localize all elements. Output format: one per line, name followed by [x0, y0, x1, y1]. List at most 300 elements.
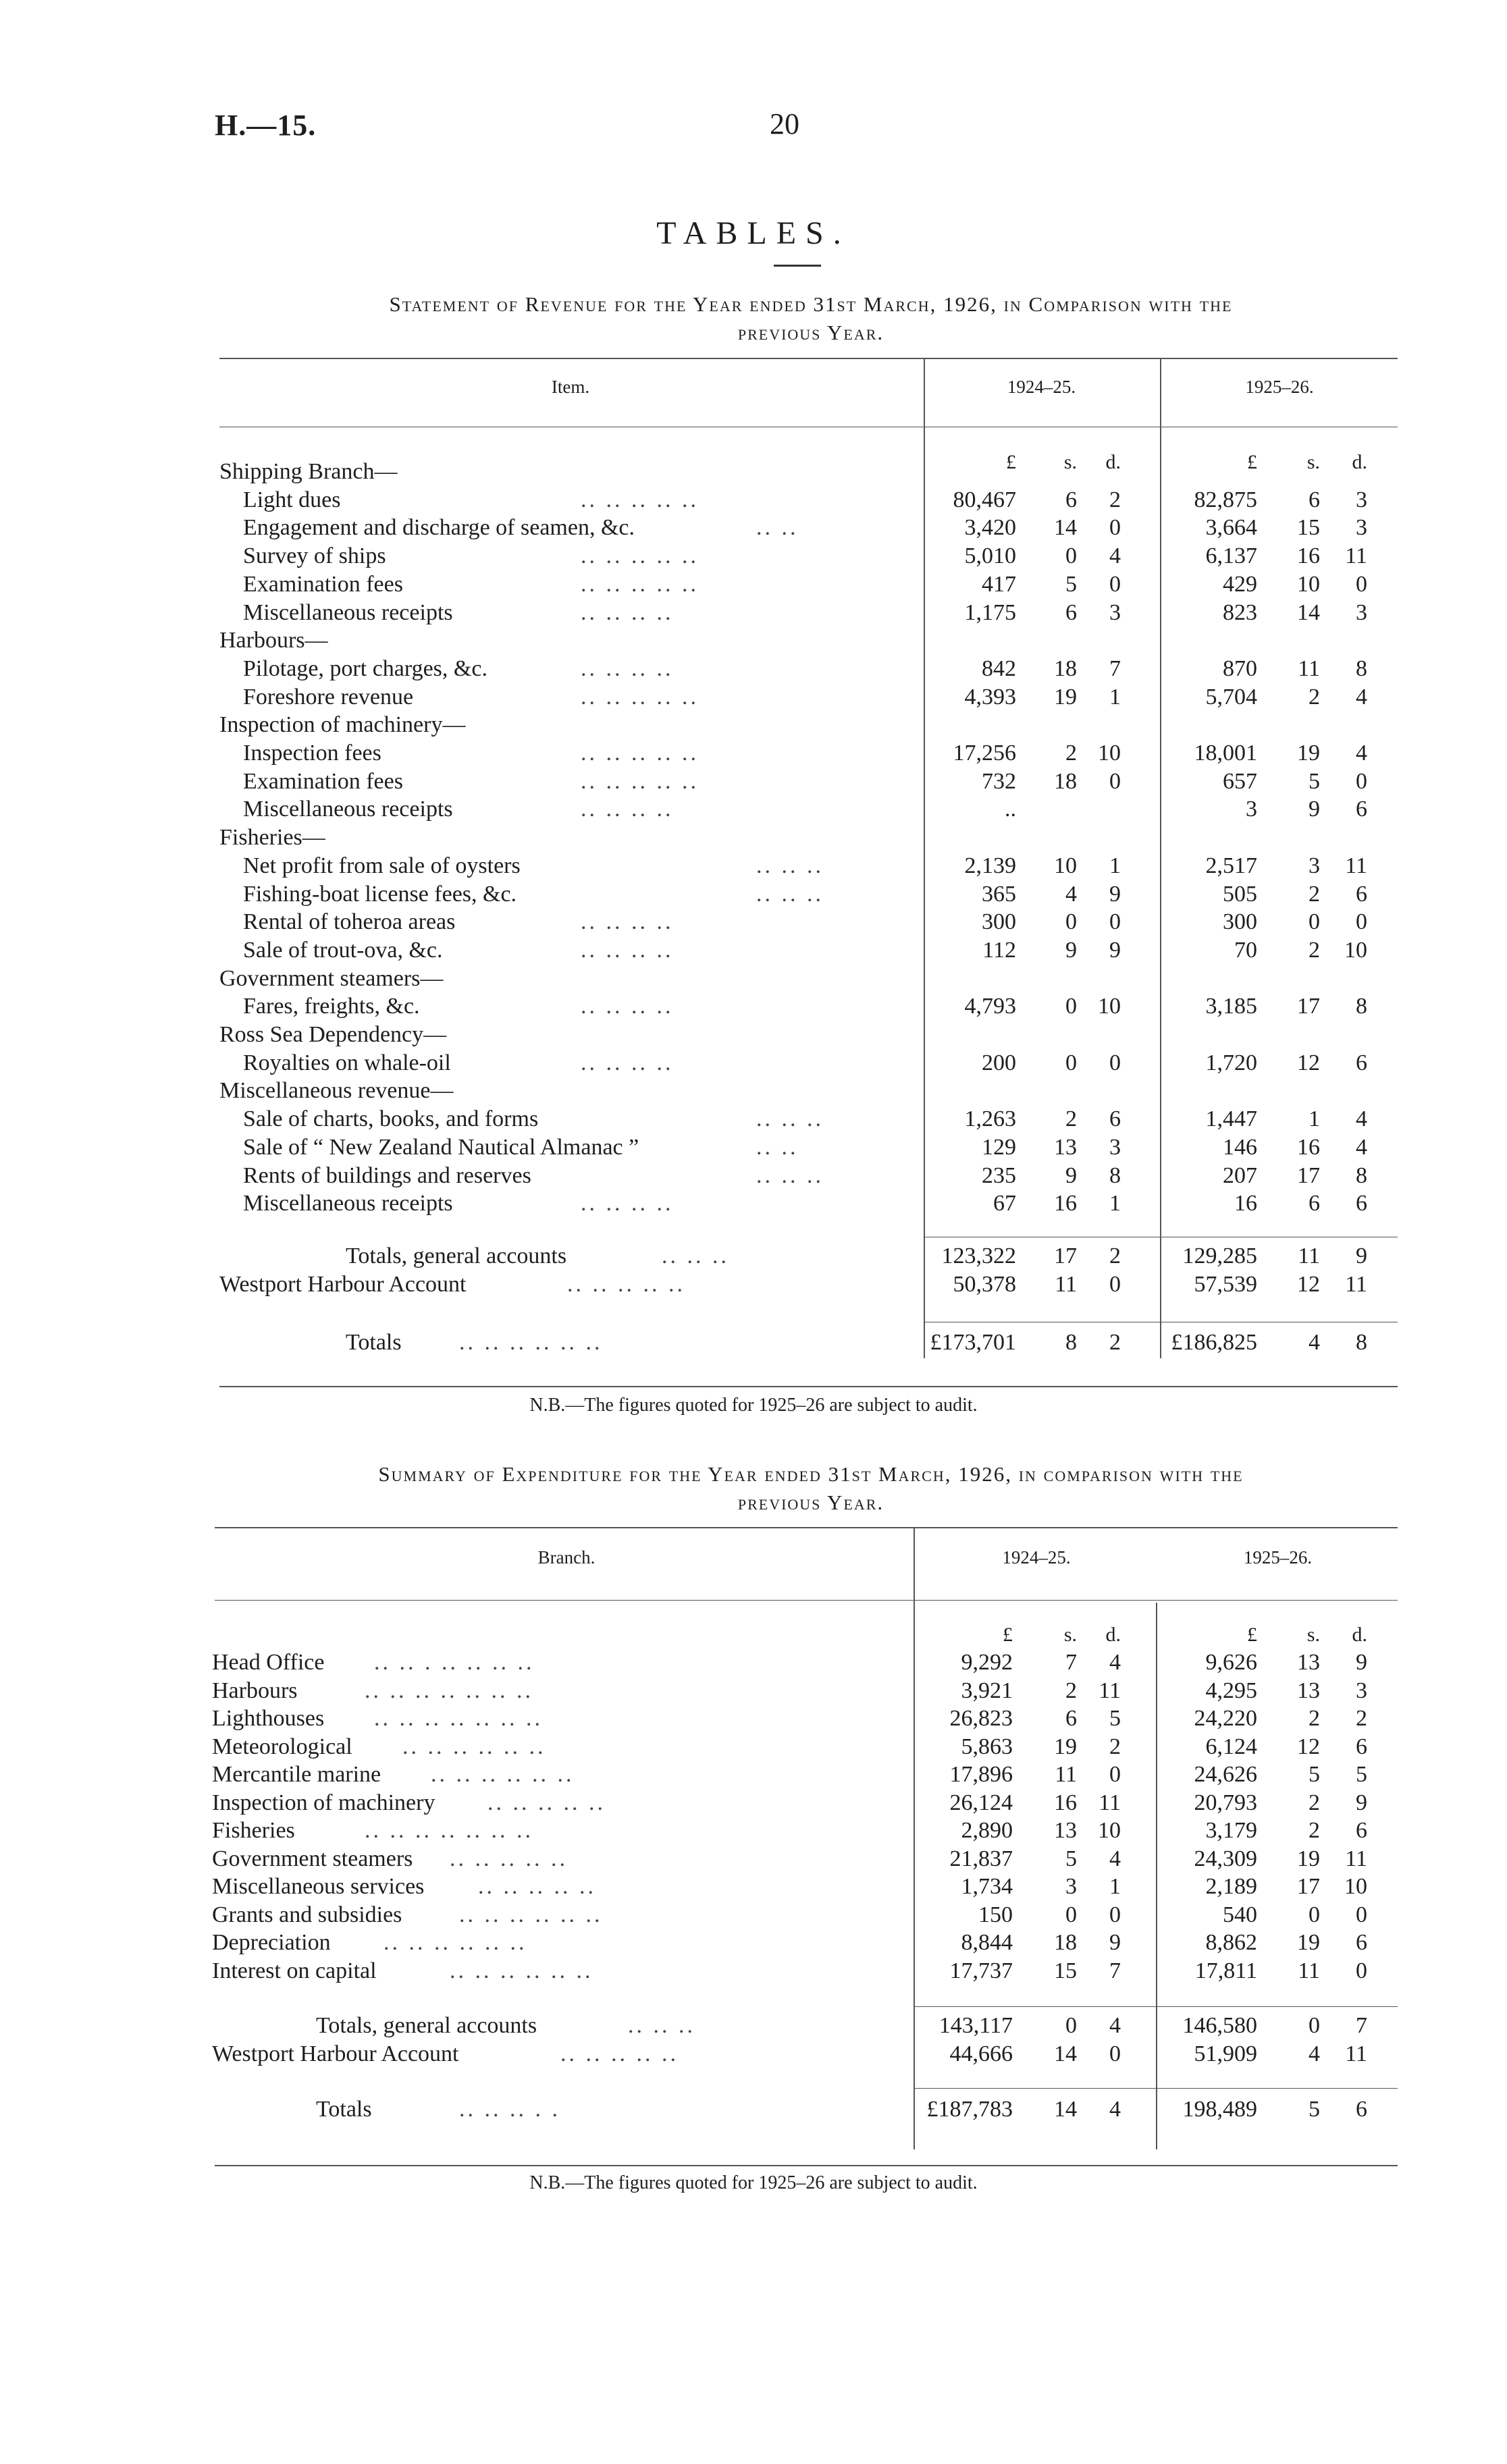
- row-label: Miscellaneous revenue—: [219, 1078, 454, 1104]
- amount-pence-1925: 6: [1356, 1930, 1367, 1955]
- amount-pounds-1924: 732: [982, 768, 1016, 794]
- amount-pounds-1925: 823: [1223, 599, 1257, 625]
- row-label: Meteorological: [212, 1734, 352, 1759]
- parliamentary-paper-ref: H.—15.: [215, 109, 317, 142]
- amount-pounds-1924: 67: [993, 1191, 1016, 1216]
- amount-shillings-1925: 2: [1308, 881, 1320, 907]
- leader-dots: .. .. .. .. .. .. ..: [365, 1678, 533, 1703]
- amount-pounds-1924: 2,890: [961, 1818, 1013, 1843]
- amount-pounds-1925: 198,489: [1182, 2097, 1257, 2122]
- revenue-row: [0, 514, 1507, 542]
- leader-dots: .. .. ..: [628, 2013, 695, 2038]
- revenue-row: [0, 1105, 1507, 1133]
- leader-dots: .. .. .. .. ..: [581, 571, 699, 597]
- expenditure-bottom-rule: [215, 2165, 1398, 2166]
- amount-shillings-1924: 11: [1055, 1762, 1077, 1787]
- amount-pounds-1924: ..: [1005, 797, 1016, 822]
- amount-shillings-1924: 6: [1065, 487, 1077, 512]
- expenditure-title-line1: Summary of Expenditure for the Year ended 31st March, 1926, in comparison with the: [378, 1462, 1244, 1486]
- amount-pence-1924: 4: [1109, 543, 1121, 569]
- amount-shillings-1925: 2: [1308, 1790, 1320, 1815]
- expenditure-westport-row: [0, 2040, 1507, 2068]
- amount-shillings-1924: 9: [1065, 937, 1077, 963]
- row-label: Miscellaneous services: [212, 1874, 425, 1899]
- amount-pence-1925: 9: [1356, 1650, 1367, 1675]
- expenditure-subtotal-rule: [915, 2006, 1398, 2007]
- leader-dots: .. .. .. .. ..: [581, 741, 699, 766]
- row-label: Fisheries—: [219, 825, 325, 851]
- amount-pence-1925: 4: [1356, 741, 1367, 766]
- amount-shillings-1924: 5: [1065, 1846, 1077, 1871]
- amount-pence-1924: 8: [1109, 1162, 1121, 1188]
- amount-shillings-1925: 17: [1297, 1874, 1320, 1899]
- leader-dots: .. .. ..: [756, 1162, 824, 1188]
- amount-shillings-1925: 11: [1298, 655, 1320, 681]
- amount-pence-1925: 2: [1356, 1706, 1367, 1731]
- amount-pence-1924: 1: [1109, 684, 1121, 709]
- amount-pounds-1925: 540: [1223, 1902, 1257, 1927]
- amount-pounds-1925: 24,626: [1194, 1762, 1257, 1787]
- amount-pence-1925: 0: [1356, 571, 1367, 597]
- row-label: Pilotage, port charges, &c.: [243, 655, 487, 681]
- amount-shillings-1924: 10: [1054, 853, 1077, 878]
- leader-dots: .. .. .. .. ..: [581, 684, 699, 709]
- expenditure-top-rule: [215, 1527, 1398, 1528]
- revenue-row: [0, 992, 1507, 1021]
- amount-pounds-1925: 5,704: [1205, 684, 1257, 709]
- amount-pence-1924: 9: [1109, 1930, 1121, 1955]
- amount-pence-1925: 11: [1345, 1272, 1367, 1297]
- leader-dots: .. .. .. .. .. ..: [459, 1330, 603, 1355]
- expenditure-row: [0, 1789, 1507, 1817]
- row-label: Government steamers—: [219, 965, 444, 991]
- expenditure-row: [0, 1733, 1507, 1761]
- amount-pounds-1925: £186,825: [1171, 1330, 1257, 1355]
- amount-pence-1925: 11: [1345, 1846, 1367, 1871]
- unit-pound-col1: £: [1006, 451, 1016, 473]
- amount-shillings-1925: 17: [1297, 994, 1320, 1019]
- amount-pence-1925: 3: [1356, 599, 1367, 625]
- amount-pence-1925: 11: [1345, 2041, 1367, 2066]
- amount-shillings-1925: 14: [1297, 599, 1320, 625]
- amount-pence-1925: 8: [1356, 1330, 1367, 1355]
- amount-shillings-1924: 0: [1065, 909, 1077, 935]
- revenue-row: [0, 795, 1507, 824]
- amount-pounds-1925: 1,720: [1205, 1050, 1257, 1075]
- amount-pounds-1924: 1,734: [961, 1874, 1013, 1899]
- revenue-row: [0, 880, 1507, 909]
- amount-pence-1924: 2: [1109, 1330, 1121, 1355]
- amount-pounds-1924: £173,701: [930, 1330, 1016, 1355]
- amount-pence-1925: 6: [1356, 1818, 1367, 1843]
- amount-pence-1924: 4: [1109, 2097, 1121, 2122]
- amount-pounds-1924: 5,863: [961, 1734, 1013, 1759]
- expenditure-col-branch: Branch.: [537, 1547, 596, 1568]
- amount-pounds-1924: 3,921: [961, 1678, 1013, 1703]
- row-label: Fishing-boat license fees, &c.: [243, 881, 517, 907]
- amount-pounds-1924: 17,256: [953, 741, 1016, 766]
- revenue-row: [0, 936, 1507, 965]
- unit-d-col2: d.: [1352, 1624, 1367, 1646]
- amount-pounds-1925: 429: [1223, 571, 1257, 597]
- amount-pounds-1925: 4,295: [1205, 1678, 1257, 1703]
- amount-pounds-1925: 657: [1223, 768, 1257, 794]
- amount-pounds-1925: 24,220: [1194, 1706, 1257, 1731]
- expenditure-row: [0, 1845, 1507, 1873]
- revenue-col-item: Item.: [551, 377, 590, 397]
- revenue-title-line2: previous Year.: [737, 321, 884, 344]
- amount-shillings-1925: 2: [1308, 684, 1320, 709]
- expenditure-row: [0, 1817, 1507, 1845]
- leader-dots: .. .. ..: [756, 1106, 824, 1132]
- amount-pounds-1924: 129: [982, 1134, 1016, 1160]
- amount-shillings-1925: 11: [1298, 1958, 1320, 1983]
- amount-shillings-1924: 2: [1065, 741, 1077, 766]
- amount-pounds-1925: 57,539: [1194, 1272, 1257, 1297]
- unit-s-col2: s.: [1306, 451, 1320, 473]
- unit-s-col1: s.: [1063, 451, 1077, 473]
- amount-pounds-1925: 6,124: [1205, 1734, 1257, 1759]
- amount-pounds-1924: 123,322: [941, 1243, 1016, 1268]
- amount-pounds-1925: 146,580: [1182, 2013, 1257, 2038]
- revenue-row: [0, 908, 1507, 936]
- row-label: Westport Harbour Account: [219, 1272, 467, 1297]
- expenditure-row: [0, 1705, 1507, 1733]
- leader-dots: .. .. .. .. .. ..: [402, 1734, 546, 1759]
- amount-pence-1925: 6: [1356, 797, 1367, 822]
- amount-pounds-1925: 300: [1223, 909, 1257, 935]
- amount-shillings-1924: 18: [1054, 768, 1077, 794]
- revenue-row: [0, 599, 1507, 627]
- revenue-row: [0, 655, 1507, 683]
- row-label: Harbours—: [219, 628, 328, 653]
- amount-pence-1925: 3: [1356, 487, 1367, 512]
- amount-shillings-1924: 18: [1054, 1930, 1077, 1955]
- amount-pence-1924: 0: [1109, 1902, 1121, 1927]
- row-label: Mercantile marine: [212, 1762, 381, 1787]
- amount-pence-1925: 8: [1356, 1162, 1367, 1188]
- leader-dots: .. .. .. .. ..: [487, 1790, 606, 1815]
- row-label: Totals, general accounts: [346, 1243, 567, 1268]
- amount-shillings-1925: 4: [1308, 1330, 1320, 1355]
- amount-shillings-1925: 1: [1308, 1106, 1320, 1132]
- unit-d-col2: d.: [1352, 451, 1367, 473]
- amount-pence-1924: 9: [1109, 881, 1121, 907]
- unit-pound-col1: £: [1003, 1624, 1013, 1646]
- amount-shillings-1924: 0: [1065, 994, 1077, 1019]
- amount-pence-1924: 0: [1109, 1272, 1121, 1297]
- amount-shillings-1925: 4: [1308, 2041, 1320, 2066]
- row-label: Fares, freights, &c.: [243, 994, 420, 1019]
- amount-shillings-1925: 12: [1297, 1050, 1320, 1075]
- revenue-row: [0, 683, 1507, 712]
- amount-pounds-1924: 5,010: [964, 543, 1016, 569]
- amount-pence-1924: 0: [1109, 1762, 1121, 1787]
- row-label: Foreshore revenue: [243, 684, 414, 709]
- amount-pounds-1925: 20,793: [1194, 1790, 1257, 1815]
- amount-pounds-1924: 8,844: [961, 1930, 1013, 1955]
- amount-shillings-1925: 5: [1308, 2097, 1320, 2122]
- amount-pounds-1924: 50,378: [953, 1272, 1016, 1297]
- unit-d-col1: d.: [1105, 1624, 1121, 1646]
- leader-dots: .. .. .. .. ..: [478, 1874, 596, 1899]
- amount-shillings-1925: 2: [1308, 937, 1320, 963]
- amount-pence-1924: 1: [1109, 1191, 1121, 1216]
- amount-shillings-1924: 19: [1054, 684, 1077, 709]
- row-label: Sale of charts, books, and forms: [243, 1106, 539, 1132]
- amount-pence-1924: 0: [1109, 571, 1121, 597]
- amount-shillings-1925: 16: [1297, 1134, 1320, 1160]
- revenue-row: [0, 570, 1507, 599]
- revenue-row: [0, 1021, 1507, 1049]
- amount-pounds-1925: 505: [1223, 881, 1257, 907]
- row-label: Lighthouses: [212, 1706, 325, 1731]
- revenue-col-1924: 1924–25.: [1007, 377, 1076, 397]
- amount-shillings-1924: 7: [1065, 1650, 1077, 1675]
- leader-dots: .. .. ..: [756, 853, 824, 878]
- amount-shillings-1924: 11: [1055, 1272, 1077, 1297]
- unit-pound-col2: £: [1247, 1624, 1257, 1646]
- revenue-row: [0, 458, 1507, 486]
- amount-pence-1924: 4: [1109, 1650, 1121, 1675]
- amount-shillings-1924: 0: [1065, 2013, 1077, 2038]
- amount-pounds-1924: 200: [982, 1050, 1016, 1075]
- amount-pence-1924: 1: [1109, 853, 1121, 878]
- amount-pence-1925: 4: [1356, 1134, 1367, 1160]
- amount-shillings-1925: 0: [1308, 909, 1320, 935]
- expenditure-row: [0, 1649, 1507, 1677]
- amount-shillings-1925: 19: [1297, 741, 1320, 766]
- amount-pounds-1924: 1,175: [964, 599, 1016, 625]
- amount-pence-1925: 11: [1345, 543, 1367, 569]
- row-label: Shipping Branch—: [219, 459, 398, 484]
- amount-shillings-1925: 19: [1297, 1930, 1320, 1955]
- amount-shillings-1925: 11: [1298, 1243, 1320, 1268]
- expenditure-row: [0, 1677, 1507, 1705]
- amount-pence-1925: 4: [1356, 1106, 1367, 1132]
- amount-shillings-1924: 3: [1065, 1874, 1077, 1899]
- revenue-note: N.B.—The figures quoted for 1925–26 are subject to audit.: [529, 1395, 978, 1416]
- amount-pounds-1924: 417: [982, 571, 1016, 597]
- leader-dots: .. .. .. ..: [581, 937, 674, 963]
- amount-pounds-1925: 129,285: [1182, 1243, 1257, 1268]
- revenue-row: [0, 1189, 1507, 1218]
- amount-pence-1924: 4: [1109, 2013, 1121, 2038]
- amount-pence-1925: 0: [1356, 1902, 1367, 1927]
- leader-dots: .. .. ..: [756, 881, 824, 907]
- amount-pounds-1925: 82,875: [1194, 487, 1257, 512]
- amount-pence-1925: 10: [1344, 937, 1367, 963]
- amount-pence-1925: 9: [1356, 1243, 1367, 1268]
- row-label: Engagement and discharge of seamen, &c.: [243, 515, 635, 541]
- amount-pence-1925: 6: [1356, 1734, 1367, 1759]
- row-label: Examination fees: [243, 768, 403, 794]
- row-label: Light dues: [243, 487, 341, 512]
- expenditure-total-rule: [915, 2088, 1398, 2089]
- amount-pounds-1924: 17,737: [949, 1958, 1013, 1983]
- amount-pence-1925: 6: [1356, 1191, 1367, 1216]
- row-label: Totals: [346, 1330, 402, 1355]
- revenue-row: [0, 711, 1507, 739]
- amount-pounds-1924: 26,823: [949, 1706, 1013, 1731]
- leader-dots: .. .. .. ..: [581, 1191, 674, 1216]
- amount-pence-1925: 5: [1356, 1762, 1367, 1787]
- amount-pence-1924: 10: [1098, 1818, 1121, 1843]
- expenditure-head-rule: [215, 1600, 1398, 1601]
- amount-shillings-1925: 9: [1308, 797, 1320, 822]
- amount-shillings-1925: 6: [1308, 1191, 1320, 1216]
- amount-pounds-1925: 870: [1223, 655, 1257, 681]
- amount-pence-1925: 6: [1356, 2097, 1367, 2122]
- amount-shillings-1924: 18: [1054, 655, 1077, 681]
- revenue-row: [0, 739, 1507, 768]
- amount-pence-1924: 2: [1109, 487, 1121, 512]
- amount-pounds-1925: 2,517: [1205, 853, 1257, 878]
- row-label: Grants and subsidies: [212, 1902, 402, 1927]
- amount-pounds-1924: 26,124: [949, 1790, 1013, 1815]
- amount-pounds-1924: 143,117: [938, 2013, 1013, 2038]
- row-label: Rental of toheroa areas: [243, 909, 456, 935]
- main-title: TABLES.: [656, 215, 851, 251]
- amount-shillings-1924: 14: [1054, 515, 1077, 541]
- revenue-top-rule: [219, 358, 1398, 359]
- revenue-row: [0, 626, 1507, 655]
- unit-s-col2: s.: [1306, 1624, 1320, 1646]
- amount-pounds-1925: 51,909: [1194, 2041, 1257, 2066]
- row-label: Totals, general accounts: [316, 2013, 537, 2038]
- row-label: Inspection of machinery: [212, 1790, 435, 1815]
- row-label: Interest on capital: [212, 1958, 377, 1983]
- amount-shillings-1924: 17: [1054, 1243, 1077, 1268]
- amount-pence-1924: 3: [1109, 599, 1121, 625]
- amount-pence-1925: 6: [1356, 881, 1367, 907]
- amount-pence-1924: 0: [1109, 515, 1121, 541]
- amount-pounds-1924: 235: [982, 1162, 1016, 1188]
- leader-dots: .. .. .. .. ..: [581, 768, 699, 794]
- leader-dots: .. .. .. ..: [581, 797, 674, 822]
- leader-dots: .. .. ..: [662, 1243, 729, 1268]
- amount-pence-1925: 11: [1345, 853, 1367, 878]
- amount-pounds-1925: 9,626: [1205, 1650, 1257, 1675]
- row-label: Fisheries: [212, 1818, 295, 1843]
- title-underline: [774, 265, 821, 267]
- unit-pound-col2: £: [1247, 451, 1257, 473]
- amount-pounds-1924: £187,783: [926, 2097, 1013, 2122]
- leader-dots: .. .. . .. .. .. ..: [374, 1650, 535, 1675]
- amount-pounds-1924: 21,837: [949, 1846, 1013, 1871]
- revenue-col-1925: 1925–26.: [1245, 377, 1314, 397]
- revenue-totals-row: [0, 1329, 1507, 1357]
- leader-dots: .. .. .. .. ..: [450, 1846, 568, 1871]
- leader-dots: .. .. .. .. .. .. ..: [365, 1818, 533, 1843]
- amount-pounds-1924: 2,139: [964, 853, 1016, 878]
- revenue-westport-row: [0, 1270, 1507, 1299]
- leader-dots: .. .. .. ..: [581, 1050, 674, 1075]
- amount-shillings-1925: 5: [1308, 768, 1320, 794]
- amount-pounds-1924: 17,896: [949, 1762, 1013, 1787]
- amount-pence-1924: 11: [1099, 1790, 1121, 1815]
- expenditure-row: [0, 1761, 1507, 1789]
- leader-dots: .. .. .. .. ..: [581, 543, 699, 569]
- row-label: Survey of ships: [243, 543, 386, 569]
- leader-dots: .. ..: [756, 1134, 799, 1160]
- amount-shillings-1924: 16: [1054, 1790, 1077, 1815]
- amount-shillings-1924: 6: [1065, 599, 1077, 625]
- amount-pounds-1924: 1,263: [964, 1106, 1016, 1132]
- amount-pounds-1924: 9,292: [961, 1650, 1013, 1675]
- expenditure-title-line2: previous Year.: [737, 1491, 884, 1514]
- amount-pence-1925: 6: [1356, 1050, 1367, 1075]
- amount-shillings-1924: 5: [1065, 571, 1077, 597]
- amount-shillings-1925: 0: [1308, 1902, 1320, 1927]
- amount-pounds-1924: 300: [982, 909, 1016, 935]
- expenditure-row: [0, 1873, 1507, 1901]
- row-label: Westport Harbour Account: [212, 2041, 459, 2066]
- amount-shillings-1925: 12: [1297, 1734, 1320, 1759]
- amount-pence-1925: 0: [1356, 768, 1367, 794]
- amount-pounds-1924: 150: [978, 1902, 1013, 1927]
- amount-shillings-1924: 19: [1054, 1734, 1077, 1759]
- amount-shillings-1924: 9: [1065, 1162, 1077, 1188]
- expenditure-totals-general-row: [0, 2012, 1507, 2040]
- amount-shillings-1924: 2: [1065, 1106, 1077, 1132]
- amount-pounds-1925: 8,862: [1205, 1930, 1257, 1955]
- amount-shillings-1924: 2: [1065, 1678, 1077, 1703]
- row-label: Totals: [316, 2097, 372, 2122]
- amount-pounds-1924: 3,420: [964, 515, 1016, 541]
- amount-pence-1924: 3: [1109, 1134, 1121, 1160]
- amount-shillings-1925: 19: [1297, 1846, 1320, 1871]
- amount-pounds-1925: 3,185: [1205, 994, 1257, 1019]
- expenditure-totals-row: [0, 2095, 1507, 2124]
- leader-dots: .. .. .. ..: [581, 655, 674, 681]
- row-label: Depreciation: [212, 1930, 331, 1955]
- amount-shillings-1924: 6: [1065, 1706, 1077, 1731]
- amount-pence-1925: 0: [1356, 909, 1367, 935]
- amount-pence-1925: 8: [1356, 994, 1367, 1019]
- amount-pounds-1924: 80,467: [953, 487, 1016, 512]
- amount-shillings-1924: 13: [1054, 1818, 1077, 1843]
- amount-pence-1924: 0: [1109, 909, 1121, 935]
- amount-pounds-1925: 70: [1234, 937, 1257, 963]
- revenue-row: [0, 1049, 1507, 1077]
- revenue-row: [0, 1162, 1507, 1190]
- row-label: Sale of trout-ova, &c.: [243, 937, 443, 963]
- revenue-bottom-rule: [219, 1386, 1398, 1387]
- row-label: Miscellaneous receipts: [243, 599, 453, 625]
- unit-s-col1: s.: [1063, 1624, 1077, 1646]
- amount-pence-1925: 3: [1356, 1678, 1367, 1703]
- leader-dots: .. .. .. .. .. ..: [431, 1762, 575, 1787]
- amount-shillings-1925: 12: [1297, 1272, 1320, 1297]
- amount-pounds-1924: 842: [982, 655, 1016, 681]
- amount-pounds-1924: 4,793: [964, 994, 1016, 1019]
- expenditure-note: N.B.—The figures quoted for 1925–26 are subject to audit.: [529, 2172, 978, 2193]
- amount-pounds-1925: 146: [1223, 1134, 1257, 1160]
- amount-shillings-1925: 3: [1308, 853, 1320, 878]
- amount-pounds-1924: 365: [982, 881, 1016, 907]
- amount-pence-1924: 7: [1109, 655, 1121, 681]
- amount-pence-1924: 0: [1109, 1050, 1121, 1075]
- leader-dots: .. ..: [756, 515, 799, 541]
- leader-dots: .. .. .. .. .. ..: [459, 1902, 603, 1927]
- amount-pounds-1924: 112: [982, 937, 1016, 963]
- revenue-row: [0, 1077, 1507, 1105]
- amount-shillings-1924: 4: [1065, 881, 1077, 907]
- amount-shillings-1924: 0: [1065, 1050, 1077, 1075]
- amount-pounds-1924: 44,666: [949, 2041, 1013, 2066]
- row-label: Government steamers: [212, 1846, 413, 1871]
